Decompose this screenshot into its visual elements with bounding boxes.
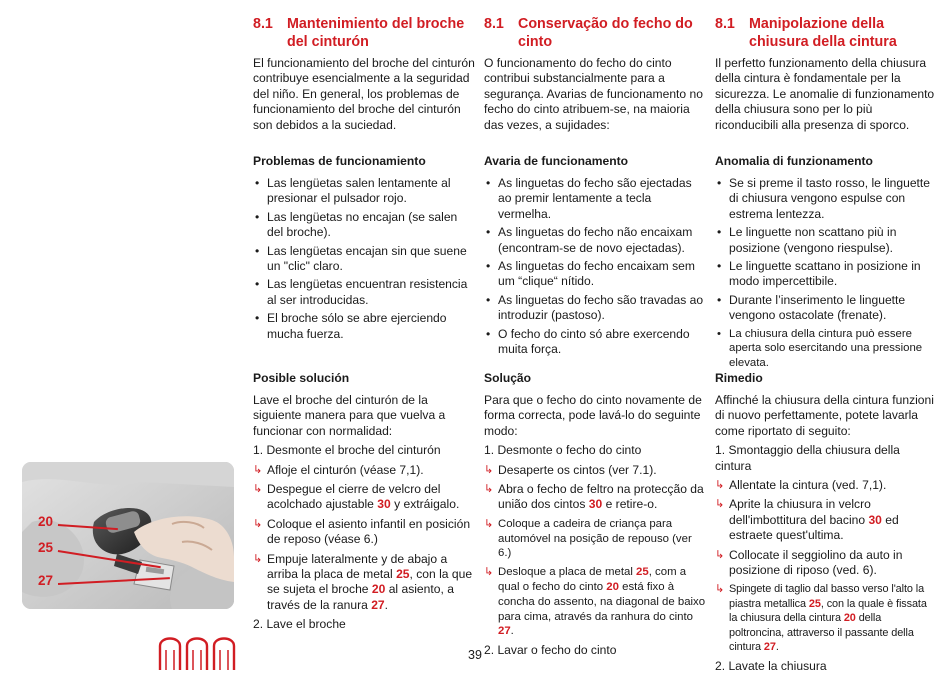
list-item: • Las lengüetas no encajan (se salen del broche). — [253, 210, 475, 241]
action-text: Desloque a placa de metal — [498, 566, 637, 579]
action-text: Empuje lateralmente y de abajo a arriba la placa de metal — [267, 551, 448, 582]
arrow-icon: ↳ — [253, 483, 263, 496]
part-number: 30 — [377, 497, 391, 512]
page-number: 39 — [468, 648, 482, 662]
solution-block — [484, 393, 706, 663]
arrow-icon: ↳ — [484, 483, 494, 496]
step-2: 2. Lave el broche — [253, 617, 346, 632]
action-text: Aprite la chiusura in velcro dell'imbottitura del bacino — [729, 497, 871, 527]
action-text: . — [510, 625, 514, 638]
list-item: • As linguetas do fecho encaixam sem um “clique“ nítido. — [484, 259, 706, 290]
section-title: Mantenimiento del broche del cinturón — [287, 16, 465, 50]
action-text: Coloque el asiento infantil en posición de reposo (véase 6.) — [267, 516, 471, 547]
step-2: 2. Lavate la chiusura — [715, 658, 827, 673]
arrow-icon: ↳ — [253, 517, 263, 530]
action-text: Afloje el cinturón (véase 7,1). — [267, 462, 424, 477]
section-title: Manipolazione della chiusura della cintura — [749, 16, 897, 50]
part-number: 20 — [843, 612, 856, 625]
action-item — [253, 463, 475, 478]
part-number: 27 — [763, 641, 776, 654]
action-text: está fixo à concha do assento, na diagonal de baixo para cima, através da ranhura do cinto — [498, 581, 706, 623]
section-number: 8.1 — [253, 16, 273, 32]
action-text: ed estraete quest'ultima. — [729, 512, 899, 543]
action-text: y extráigalo. — [390, 497, 460, 512]
list-item: • El broche sólo se abre ejerciendo mucha fuerza. — [253, 311, 475, 342]
list-item: • Se si preme il tasto rosso, le linguette di chiusura vengono espulse con estrema lentezza. — [715, 176, 937, 222]
solution-block — [715, 393, 937, 678]
buckle-photo — [22, 462, 234, 609]
list-item: • Las lengüetas encajan sin que suene un "clic" claro. — [253, 244, 475, 275]
action-text: . — [775, 641, 779, 654]
action-text: Spingete di taglio dal basso verso l'alto la piastra metallica — [729, 583, 925, 610]
solution-intro: Affinché la chiusura della cintura funzioni di nuovo perfettamente, potete lavarla come riportato di seguito: — [715, 393, 934, 438]
list-item: • Las lengüetas encuentran resistencia al ser introducidas. — [253, 277, 475, 308]
problems-heading: Anomalia di funzionamento — [715, 154, 873, 168]
section-heading — [484, 16, 706, 54]
section-number: 8.1 — [715, 16, 735, 32]
intro-paragraph: Il perfetto funzionamento della chiusura della cintura è fondamentale per la sicurezza. Le anomalie di funzionamento della chiusura sono per lo più riconducibili alla presenza di sporco. — [715, 56, 935, 132]
list-item: • Le linguette non scattano più in posizione (vengono riespulse). — [715, 225, 937, 256]
list-item: • La chiusura della cintura può essere aperta solo esercitando una pressione elevata. — [715, 327, 937, 371]
arrow-icon: ↳ — [484, 517, 494, 530]
solution-intro: Lave el broche del cinturón de la siguiente manera para que vuelva a funcionar con normalidad: — [253, 393, 446, 438]
action-text: Desaperte os cintos (ver 7.1). — [498, 462, 657, 477]
arrow-icon: ↳ — [253, 552, 263, 565]
action-text: , com a qual o fecho do cinto — [498, 566, 687, 594]
callout-25: 25 — [38, 540, 54, 555]
action-item — [484, 517, 706, 561]
action-text: Despegue el cierre de velcro del acolchado ajustable — [267, 482, 441, 512]
part-number: 20 — [371, 582, 386, 597]
solution-heading: Rimedio — [715, 371, 763, 385]
part-number: 25 — [396, 567, 410, 582]
part-number: 27 — [371, 597, 385, 612]
column-italian — [715, 16, 937, 673]
step-1: 1. Smontaggio della chiusura della cintura — [715, 443, 900, 473]
action-item — [253, 482, 475, 513]
problems-heading: Avaria de funcionamento — [484, 154, 629, 168]
arrow-icon: ↳ — [715, 479, 725, 492]
step-1: 1. Desmonte el broche del cinturón — [253, 443, 441, 458]
list-item: • Durante l’inserimento le linguette vengono ostacolate (frenate). — [715, 293, 937, 324]
section-number: 8.1 — [484, 16, 504, 32]
action-item — [253, 552, 475, 614]
action-text: della poltroncina, attraverso il passante della cintura — [729, 612, 914, 654]
arrow-icon: ↳ — [253, 463, 263, 476]
action-text: , con la quale è fissata la chiusura della cintura — [729, 597, 927, 625]
part-number: 25 — [636, 566, 649, 579]
part-number: 25 — [808, 597, 821, 610]
list-item: • As linguetas do fecho são travadas ao introduzir (pastoso). — [484, 293, 706, 324]
action-item — [484, 565, 706, 639]
section-heading — [715, 16, 937, 54]
callout-20: 20 — [38, 514, 54, 529]
step-1: 1. Desmonte o fecho do cinto — [484, 443, 642, 458]
list-item: • Le linguette scattano in posizione in modo impercettibile. — [715, 259, 937, 290]
step-2: 2. Lavar o fecho do cinto — [484, 643, 617, 658]
action-item — [715, 548, 937, 579]
arrow-icon: ↳ — [715, 583, 725, 596]
section-title: Conservação do fecho do cinto — [518, 16, 693, 50]
part-number: 20 — [606, 581, 619, 594]
list-item: • As linguetas do fecho são ejectadas ao premir lentamente a tecla vermelha. — [484, 176, 706, 222]
column-portuguese — [484, 16, 706, 658]
arrow-icon: ↳ — [715, 498, 725, 511]
problems-list — [253, 176, 475, 345]
list-item: • Las lengüetas salen lentamente al presionar el pulsador rojo. — [253, 176, 475, 207]
solution-heading: Solução — [484, 371, 532, 385]
part-number: 27 — [498, 625, 511, 638]
callout-27: 27 — [38, 573, 54, 588]
solution-block — [253, 393, 475, 637]
action-text: , con la que se sujeta el broche — [267, 567, 473, 597]
action-item — [715, 582, 937, 654]
section-heading — [253, 16, 475, 54]
list-item: • As linguetas do fecho não encaixam (encontram-se de novo ejectadas). — [484, 225, 706, 256]
column-spanish — [253, 16, 475, 632]
action-item — [715, 497, 937, 543]
arrow-icon: ↳ — [484, 463, 494, 476]
action-text: e retire-o. — [602, 497, 658, 512]
intro-paragraph: O funcionamento do fecho do cinto contribui substancialmente para a segurança. Avarias de funcionamento no fecho do cinto atribuem-se, na maioria das vezes, a sujidades: — [484, 56, 703, 132]
arrow-icon: ↳ — [484, 566, 494, 579]
solution-intro: Para que o fecho do cinto novamente de forma correcta, pode lavá-lo do seguinte modo: — [484, 393, 702, 438]
intro-paragraph: El funcionamiento del broche del cinturón contribuye esencialmente a la seguridad del niño. En general, los problemas de funcionamiento del broche del cinturón son debidos a la suciedad. — [253, 56, 475, 132]
action-item — [484, 482, 706, 513]
problems-list — [484, 176, 706, 360]
action-item — [715, 478, 937, 493]
action-text: Coloque a cadeira de criança para automóvel na posição de repouso (ver 6.) — [498, 517, 692, 560]
action-item — [253, 517, 475, 548]
arrow-icon: ↳ — [715, 548, 725, 561]
action-text: al asiento, a través de la ranura — [267, 582, 454, 612]
part-number: 30 — [588, 497, 603, 512]
problems-heading: Problemas de funcionamiento — [253, 154, 426, 168]
action-text: . — [384, 597, 389, 612]
part-number: 30 — [868, 512, 882, 527]
action-text: Allentate la cintura (ved. 7,1). — [729, 478, 887, 493]
solution-heading: Posible solución — [253, 371, 350, 385]
buckle-illustration — [22, 462, 234, 609]
action-text: Abra o fecho de feltro na protecção da união dos cintos — [498, 482, 704, 512]
action-text: Collocate il seggiolino da auto in posizione di riposo (ved. 6). — [729, 547, 903, 578]
list-item: • O fecho do cinto só abre exercendo muita força. — [484, 327, 706, 358]
action-item — [484, 463, 706, 478]
problems-list — [715, 176, 937, 374]
